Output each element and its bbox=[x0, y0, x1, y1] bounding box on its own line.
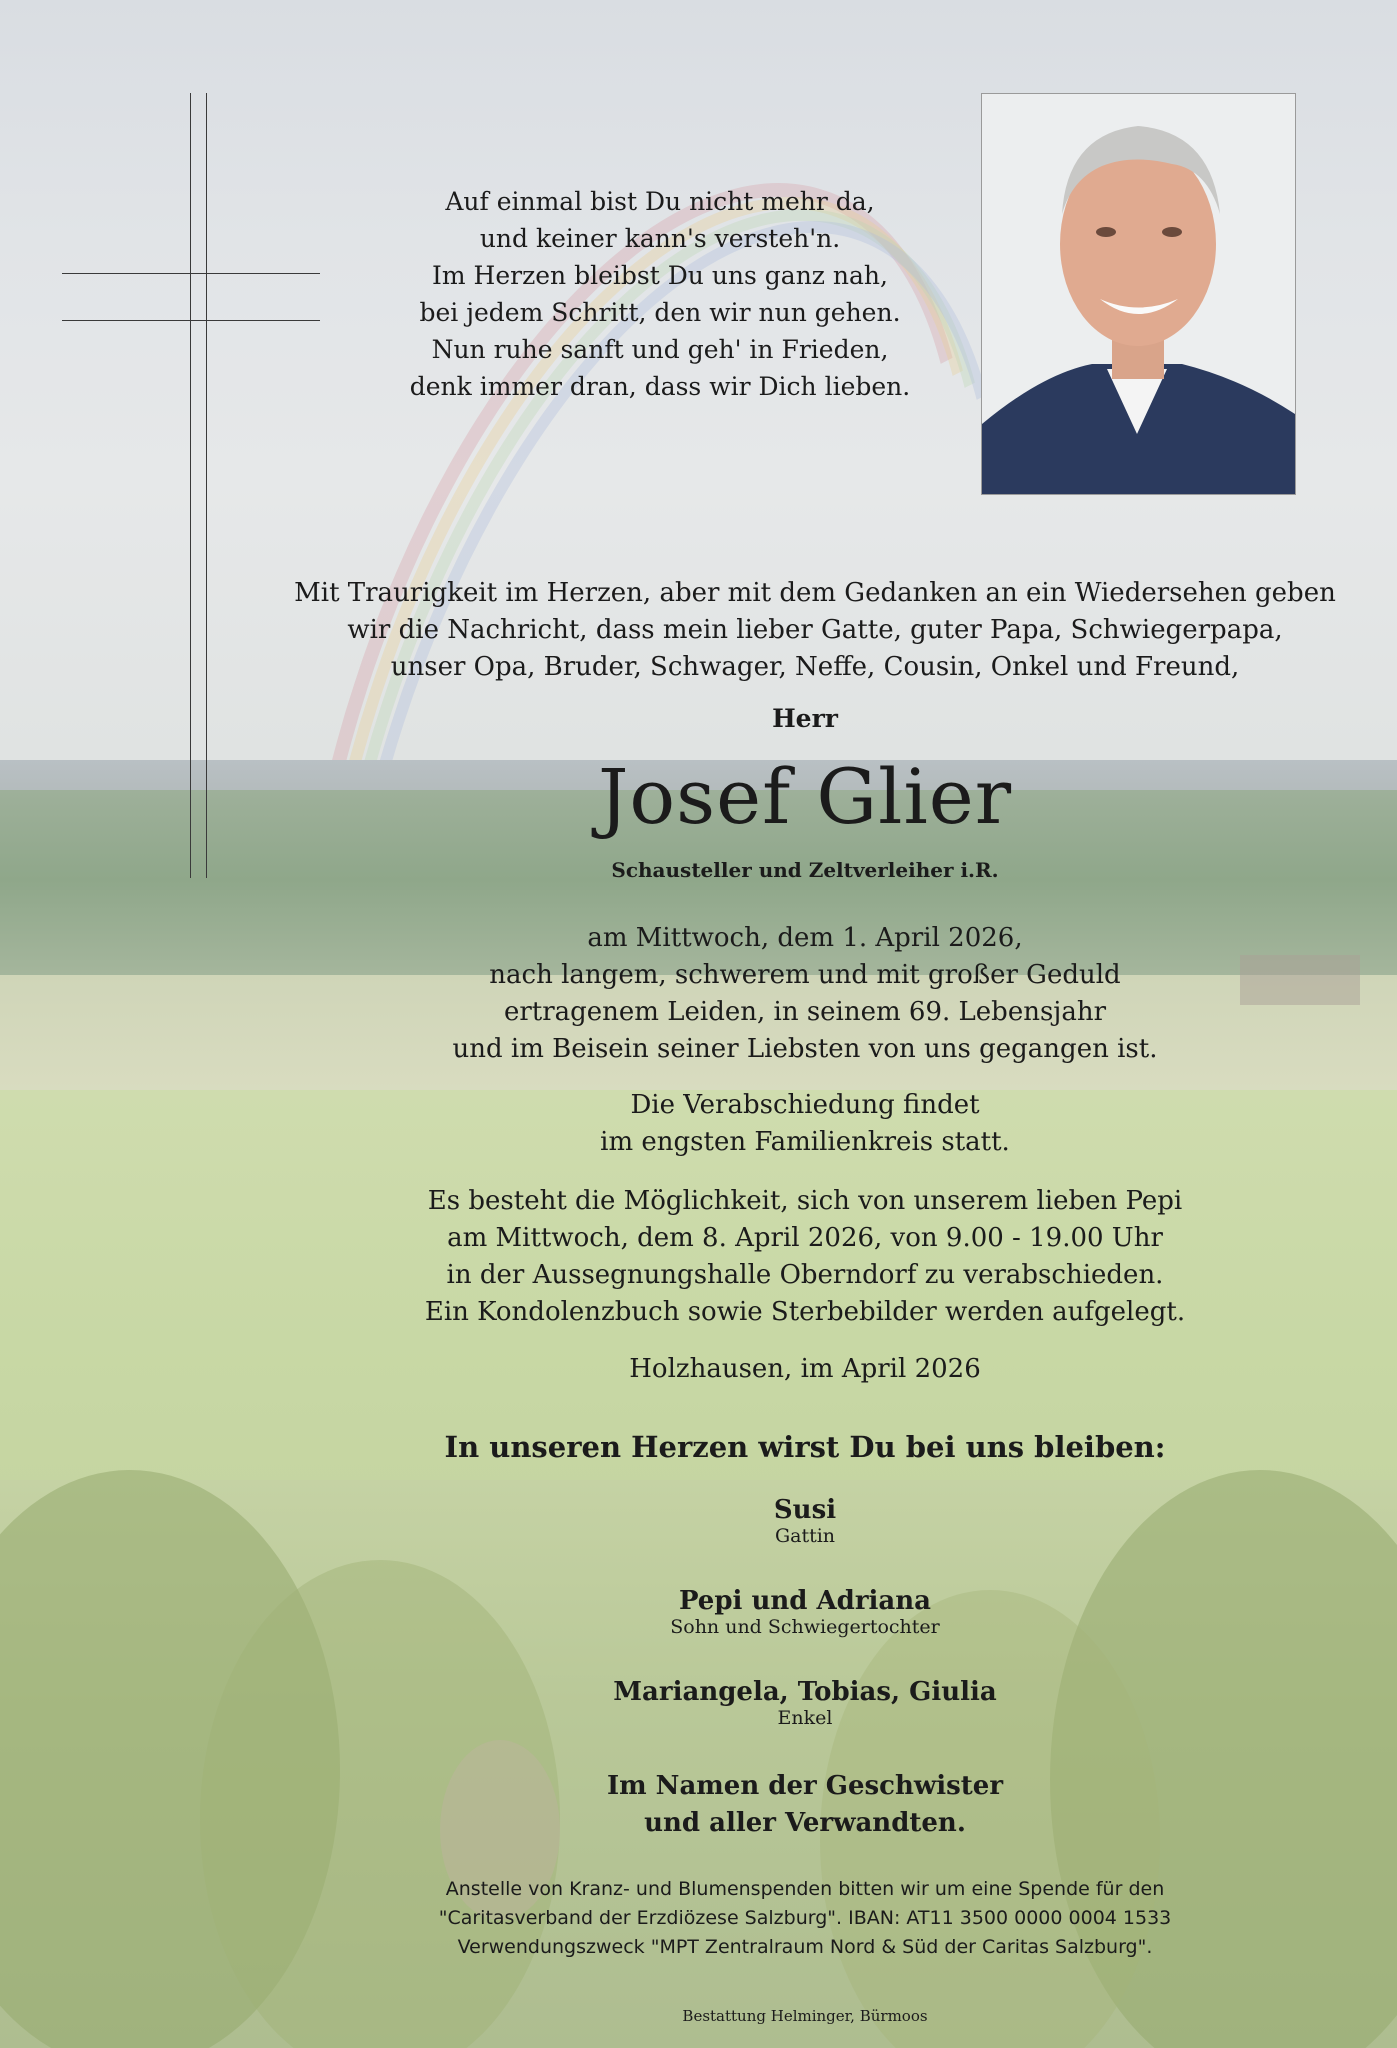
poem-line: bei jedem Schritt, den wir nun gehen. bbox=[419, 298, 901, 327]
poem-line: denk immer dran, dass wir Dich lieben. bbox=[409, 372, 911, 401]
intro-line: wir die Nachricht, dass mein lieber Gatte, guter Papa, Schwiegerpapa, bbox=[347, 615, 1283, 645]
intro-line: unser Opa, Bruder, Schwager, Neffe, Cousin, Onkel und Freund, bbox=[390, 652, 1240, 682]
occupation: Schausteller und Zeltverleiher i.R. bbox=[611, 858, 999, 882]
viewing-line: in der Aussegnungshalle Oberndorf zu verabschieden. bbox=[446, 1260, 1164, 1290]
place-date: Holzhausen, im April 2026 bbox=[629, 1354, 981, 1384]
mourners-heading: In unseren Herzen wirst Du bei uns bleiben: bbox=[444, 1430, 1166, 1464]
mourner-relation: Enkel bbox=[777, 1707, 833, 1729]
death-line: nach langem, schwerem und mit großer Geduld bbox=[489, 960, 1121, 990]
mourner-relation: Sohn und Schwiegertochter bbox=[670, 1616, 940, 1638]
death-line: ertragenem Leiden, in seinem 69. Lebensjahr bbox=[503, 997, 1107, 1027]
portrait-image bbox=[982, 94, 1295, 494]
mourner-name: Susi bbox=[773, 1495, 837, 1525]
death-line: am Mittwoch, dem 1. April 2026, bbox=[587, 923, 1023, 953]
barn bbox=[1240, 955, 1360, 1005]
donation-line: Verwendungszweck "MPT Zentralraum Nord & Süd der Caritas Salzburg". bbox=[457, 1936, 1153, 1958]
siblings-line: Im Namen der Geschwister bbox=[606, 1771, 1004, 1801]
mourner-relation: Gattin bbox=[774, 1525, 836, 1547]
death-notice bbox=[440, 920, 1170, 1068]
viewing-notice bbox=[400, 1183, 1210, 1331]
deceased-name: Josef Glier bbox=[597, 752, 1013, 841]
viewing-line: am Mittwoch, dem 8. April 2026, von 9.00 - 19.00 Uhr bbox=[447, 1223, 1163, 1253]
mourner-entry bbox=[440, 1586, 1170, 1638]
death-line: und im Beisein seiner Liebsten von uns gegangen ist. bbox=[452, 1034, 1158, 1064]
mourner-entry bbox=[440, 1495, 1170, 1547]
poem-line: Auf einmal bist Du nicht mehr da, bbox=[445, 187, 875, 216]
undertaker: Bestattung Helminger, Bürmoos bbox=[682, 2007, 928, 2025]
portrait-photo bbox=[981, 93, 1296, 495]
poem-line: Nun ruhe sanft und geh' in Frieden, bbox=[431, 335, 889, 364]
mourner-name: Pepi und Adriana bbox=[678, 1586, 932, 1616]
poem-line: Im Herzen bleibst Du uns ganz nah, bbox=[432, 261, 888, 290]
siblings-entry bbox=[440, 1768, 1170, 1842]
farewell-line: Die Verabschiedung findet bbox=[630, 1090, 980, 1120]
viewing-line: Es besteht die Möglichkeit, sich von unserem lieben Pepi bbox=[427, 1186, 1183, 1216]
mourner-name: Mariangela, Tobias, Giulia bbox=[613, 1677, 997, 1707]
viewing-line: Ein Kondolenzbuch sowie Sterbebilder werden aufgelegt. bbox=[424, 1297, 1186, 1327]
donation-line: "Caritasverband der Erzdiözese Salzburg". IBAN: AT11 3500 0000 0004 1533 bbox=[438, 1907, 1172, 1929]
poem bbox=[310, 183, 1010, 405]
farewell-line: im engsten Familienkreis statt. bbox=[600, 1127, 1010, 1157]
intro-line: Mit Traurigkeit im Herzen, aber mit dem Gedanken an ein Wiedersehen geben bbox=[294, 578, 1336, 608]
donation-line: Anstelle von Kranz- und Blumenspenden bitten wir um eine Spende für den bbox=[445, 1878, 1165, 1900]
mourner-entry bbox=[440, 1677, 1170, 1729]
intro-text bbox=[290, 575, 1340, 686]
salutation: Herr bbox=[772, 704, 838, 733]
donation-request bbox=[340, 1875, 1270, 1962]
poem-line: und keiner kann's versteh'n. bbox=[479, 224, 841, 253]
farewell-notice bbox=[440, 1087, 1170, 1161]
siblings-line: und aller Verwandten. bbox=[644, 1808, 966, 1838]
